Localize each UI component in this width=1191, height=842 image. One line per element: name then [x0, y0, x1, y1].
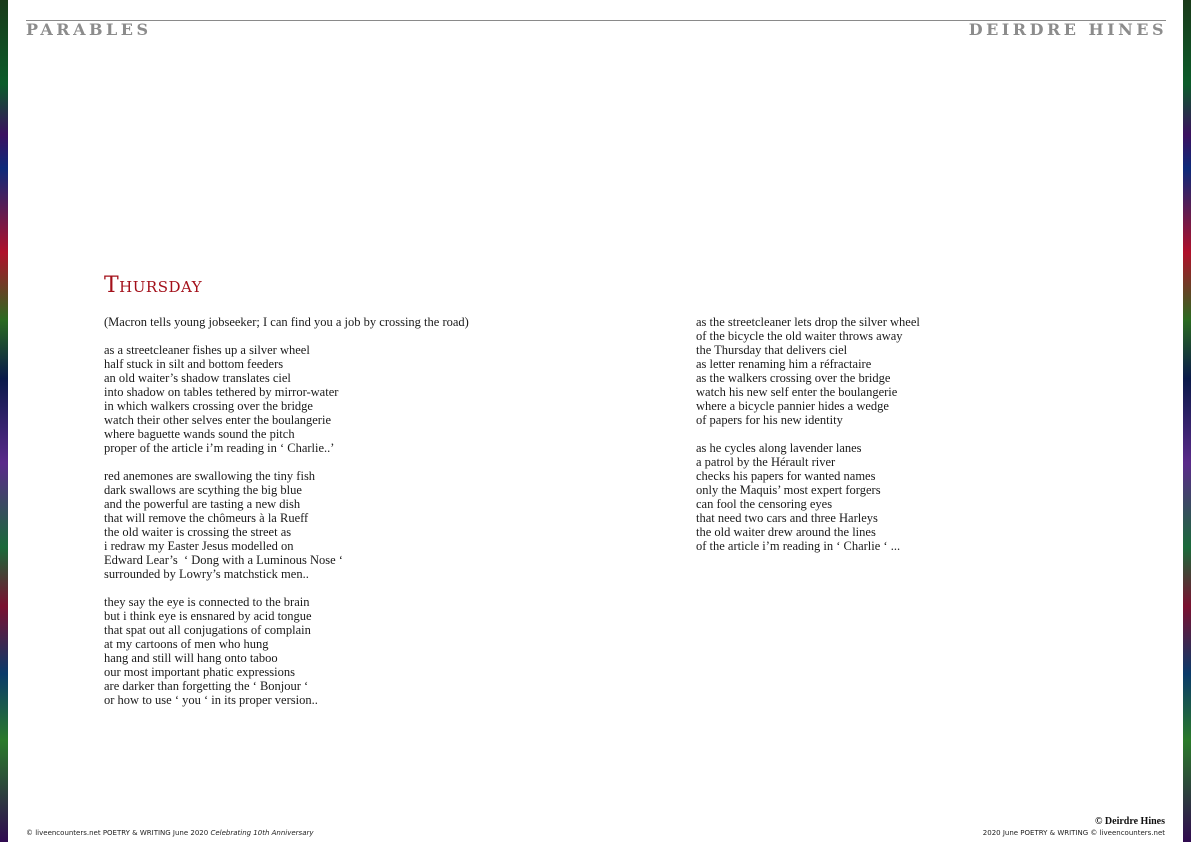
poem-line: as letter renaming him a réfractaire	[696, 357, 872, 371]
poem-line: watch his new self enter the boulangerie	[696, 385, 898, 399]
poem-line: as he cycles along lavender lanes	[696, 441, 862, 455]
poem-line: in which walkers crossing over the bridge	[104, 399, 313, 413]
poem-line: where a bicycle pannier hides a wedge	[696, 399, 889, 413]
stanza	[104, 595, 564, 707]
poem-line: that spat out all conjugations of complain	[104, 623, 311, 637]
poem-line: but i think eye is ensnared by acid tongue	[104, 609, 312, 623]
poem-title: Thursday	[104, 273, 203, 298]
poem-line: red anemones are swallowing the tiny fish	[104, 469, 316, 483]
poem-column-right	[696, 315, 1116, 553]
poem-line: dark swallows are scything the big blue	[104, 483, 302, 497]
footer-left-anniversary: Celebrating 10th Anniversary	[210, 829, 314, 837]
poem-line: where baguette wands sound the pitch	[104, 427, 295, 441]
poem-line: of papers for his new identity	[696, 413, 843, 427]
stanza	[104, 343, 564, 455]
stanza-gap	[104, 581, 564, 595]
poem-line: hang and still will hang onto taboo	[104, 651, 278, 665]
poem-line: and the powerful are tasting a new dish	[104, 497, 301, 511]
poem-line: of the bicycle the old waiter throws away	[696, 329, 903, 343]
poem-line: a patrol by the Hérault river	[696, 455, 836, 469]
poem-line: i redraw my Easter Jesus modelled on	[104, 539, 294, 553]
poem-line: they say the eye is connected to the brain	[104, 595, 310, 609]
stanza	[696, 315, 1116, 427]
poem-line: the old waiter drew around the lines	[696, 525, 876, 539]
poem-line: checks his papers for wanted names	[696, 469, 876, 483]
poem-line: are darker than forgetting the ‘ Bonjour ‘	[104, 679, 309, 693]
decorative-left-edge	[0, 0, 8, 842]
stanza-gap	[696, 427, 1116, 441]
poem-column-left	[104, 315, 564, 707]
poem-line: can fool the censoring eyes	[696, 497, 833, 511]
poem-line: the Thursday that delivers ciel	[696, 343, 848, 357]
footer-left-text: © liveencounters.net POETRY & WRITING June 2020	[26, 829, 211, 837]
copyright-notice: © Deirdre Hines	[1094, 816, 1165, 827]
poem-line: watch their other selves enter the boulangerie	[104, 413, 331, 427]
poem-line: as the streetcleaner lets drop the silver wheel	[696, 315, 920, 329]
stanza	[104, 469, 564, 581]
stanza-gap	[104, 455, 564, 469]
poem-line: or how to use ‘ you ‘ in its proper version..	[104, 693, 318, 707]
stanza-gap	[104, 329, 564, 343]
poem-line: the old waiter is crossing the street as	[104, 525, 292, 539]
poem-line: Edward Lear’s ‘ Dong with a Luminous Nose ‘	[104, 553, 343, 567]
poem-line: our most important phatic expressions	[104, 665, 295, 679]
poem-line: an old waiter’s shadow translates ciel	[104, 371, 291, 385]
poem-line: into shadow on tables tethered by mirror-water	[104, 385, 339, 399]
poem-line: that will remove the chômeurs à la Rueff	[104, 511, 309, 525]
poem-line: that need two cars and three Harleys	[696, 511, 878, 525]
decorative-right-edge	[1183, 0, 1191, 842]
stanza	[696, 441, 1116, 553]
poem-line: only the Maquis’ most expert forgers	[696, 483, 881, 497]
author-header: DEIRDRE HINES	[968, 20, 1167, 39]
footer-left	[26, 829, 314, 837]
poem-epigraph: (Macron tells young jobseeker; I can find you a job by crossing the road)	[104, 315, 469, 329]
section-title: PARABLES	[26, 20, 152, 39]
poem-line: at my cartoons of men who hung	[104, 637, 269, 651]
poem-line: of the article i’m reading in ‘ Charlie ‘ ...	[696, 539, 901, 553]
footer-right: 2020 June POETRY & WRITING © liveencounters.net	[982, 829, 1165, 837]
poem-line: proper of the article i’m reading in ‘ Charlie..’	[104, 441, 335, 455]
poem-line: surrounded by Lowry’s matchstick men..	[104, 567, 309, 581]
poem-line: as the walkers crossing over the bridge	[696, 371, 891, 385]
poem-line: half stuck in silt and bottom feeders	[104, 357, 284, 371]
poem-line: as a streetcleaner fishes up a silver wheel	[104, 343, 310, 357]
